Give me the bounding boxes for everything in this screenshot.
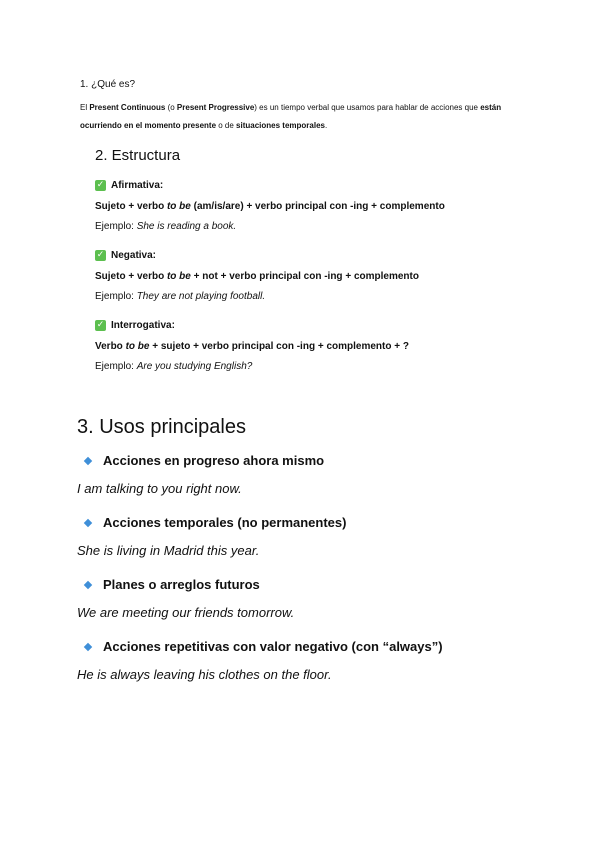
use-item	[77, 575, 557, 623]
form-affirmative	[95, 177, 555, 237]
check-icon: ✓	[96, 179, 105, 190]
form-label: Interrogativa:	[111, 319, 175, 331]
diamond-bullet-icon	[84, 643, 92, 651]
form-formula: Sujeto + verbo to be (am/is/are) + verbo principal con -ing + complemento	[95, 201, 445, 212]
form-affirmative-header	[95, 177, 555, 193]
section-structure	[95, 146, 555, 377]
definition-paragraph: El Present Continuous (o Present Progressive) es un tiempo verbal que usamos para hablar de acciones que están ocurriendo en el momento presente o de situaciones temporales.	[80, 103, 502, 130]
check-icon: ✓	[96, 249, 105, 260]
form-formula: Sujeto + verbo to be + not + verbo principal con -ing + complemento	[95, 271, 419, 282]
diamond-bullet-icon	[84, 457, 92, 465]
form-negative-header	[95, 247, 555, 263]
use-title: Acciones repetitivas con valor negativo (con “always”)	[83, 637, 557, 657]
use-example: I am talking to you right now.	[77, 481, 242, 496]
section-what-is	[80, 78, 540, 135]
section-uses-heading: 3. Usos principales	[77, 416, 246, 438]
diamond-bullet-icon	[84, 519, 92, 527]
use-example: She is living in Madrid this year.	[77, 543, 260, 558]
form-example: Ejemplo: She is reading a book.	[95, 221, 237, 232]
form-interrogative-header	[95, 317, 555, 333]
form-label: Afirmativa:	[111, 179, 164, 191]
use-item	[77, 513, 557, 561]
form-interrogative	[95, 317, 555, 377]
form-example: Ejemplo: Are you studying English?	[95, 361, 253, 372]
section-uses	[77, 413, 557, 685]
check-icon: ✓	[96, 319, 105, 330]
use-title: Planes o arreglos futuros	[83, 575, 557, 595]
form-label: Negativa:	[111, 249, 157, 261]
form-negative	[95, 247, 555, 307]
use-item	[77, 451, 557, 499]
use-title: Acciones temporales (no permanentes)	[83, 513, 557, 533]
section-what-is-heading: 1. ¿Qué es?	[80, 79, 136, 90]
use-item	[77, 637, 557, 685]
form-example: Ejemplo: They are not playing football.	[95, 291, 266, 302]
use-example: He is always leaving his clothes on the floor.	[77, 667, 332, 682]
use-example: We are meeting our friends tomorrow.	[77, 605, 295, 620]
use-title: Acciones en progreso ahora mismo	[83, 451, 557, 471]
section-structure-heading: 2. Estructura	[95, 147, 181, 164]
diamond-bullet-icon	[84, 581, 92, 589]
form-formula: Verbo to be + sujeto + verbo principal con -ing + complemento + ?	[95, 341, 409, 352]
